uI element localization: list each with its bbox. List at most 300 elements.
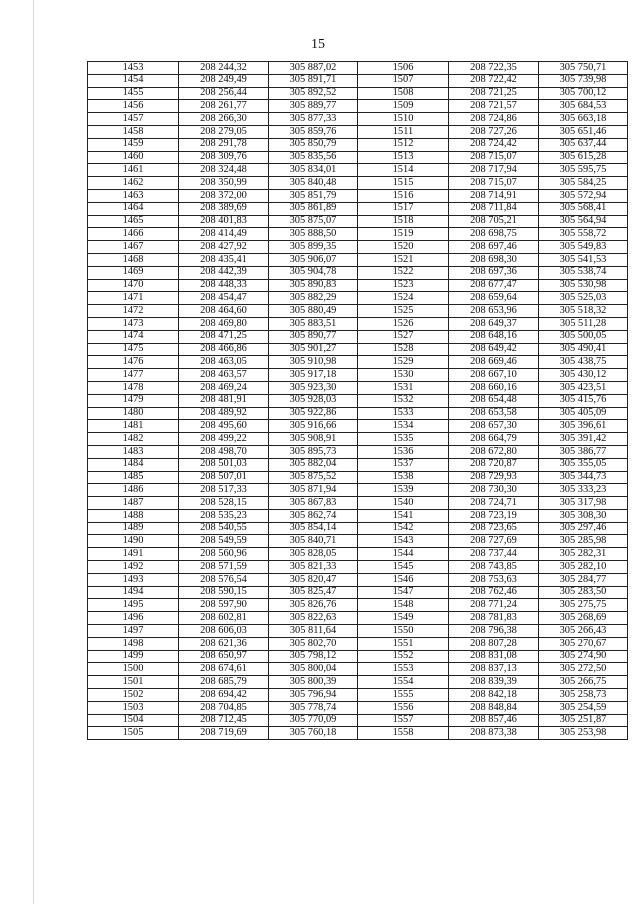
x-coordinate-cell: 208 724,71 (449, 497, 539, 510)
point-number-cell: 1498 (88, 637, 179, 650)
x-coordinate-cell: 208 727,69 (449, 535, 539, 548)
table-row (88, 100, 628, 113)
point-number-cell: 1557 (358, 714, 449, 727)
x-coordinate-cell: 208 389,69 (179, 202, 269, 215)
x-coordinate-cell: 208 694,42 (179, 689, 269, 702)
x-coordinate-cell: 208 498,70 (179, 445, 269, 458)
y-coordinate-cell: 305 861,89 (269, 202, 358, 215)
point-number-cell: 1467 (88, 241, 179, 254)
x-coordinate-cell: 208 249,49 (179, 74, 269, 87)
y-coordinate-cell: 305 595,75 (539, 164, 628, 177)
table-row (88, 215, 628, 228)
x-coordinate-cell: 208 720,87 (449, 458, 539, 471)
y-coordinate-cell: 305 910,98 (269, 356, 358, 369)
x-coordinate-cell: 208 839,39 (449, 676, 539, 689)
point-number-cell: 1460 (88, 151, 179, 164)
table-row (88, 279, 628, 292)
point-number-cell: 1505 (88, 727, 179, 740)
x-coordinate-cell: 208 717,94 (449, 164, 539, 177)
table-row (88, 343, 628, 356)
table-row (88, 369, 628, 382)
table-row (88, 138, 628, 151)
x-coordinate-cell: 208 685,79 (179, 676, 269, 689)
point-number-cell: 1542 (358, 522, 449, 535)
point-number-cell: 1525 (358, 305, 449, 318)
y-coordinate-cell: 305 828,05 (269, 548, 358, 561)
y-coordinate-cell: 305 850,79 (269, 138, 358, 151)
point-number-cell: 1545 (358, 561, 449, 574)
coordinate-table-body (88, 62, 628, 740)
table-row (88, 535, 628, 548)
y-coordinate-cell: 305 880,49 (269, 305, 358, 318)
x-coordinate-cell: 208 324,48 (179, 164, 269, 177)
y-coordinate-cell: 305 415,76 (539, 394, 628, 407)
y-coordinate-cell: 305 882,29 (269, 292, 358, 305)
table-row (88, 228, 628, 241)
x-coordinate-cell: 208 499,22 (179, 433, 269, 446)
y-coordinate-cell: 305 258,73 (539, 689, 628, 702)
table-row (88, 637, 628, 650)
point-number-cell: 1531 (358, 381, 449, 394)
x-coordinate-cell: 208 266,30 (179, 113, 269, 126)
point-number-cell: 1503 (88, 701, 179, 714)
point-number-cell: 1519 (358, 228, 449, 241)
y-coordinate-cell: 305 275,75 (539, 599, 628, 612)
point-number-cell: 1551 (358, 637, 449, 650)
x-coordinate-cell: 208 727,26 (449, 125, 539, 138)
x-coordinate-cell: 208 471,25 (179, 330, 269, 343)
point-number-cell: 1532 (358, 394, 449, 407)
x-coordinate-cell: 208 650,97 (179, 650, 269, 663)
y-coordinate-cell: 305 637,44 (539, 138, 628, 151)
x-coordinate-cell: 208 372,00 (179, 189, 269, 202)
y-coordinate-cell: 305 778,74 (269, 701, 358, 714)
table-row (88, 151, 628, 164)
point-number-cell: 1543 (358, 535, 449, 548)
table-row (88, 586, 628, 599)
point-number-cell: 1474 (88, 330, 179, 343)
point-number-cell: 1530 (358, 369, 449, 382)
point-number-cell: 1483 (88, 445, 179, 458)
table-row (88, 420, 628, 433)
point-number-cell: 1504 (88, 714, 179, 727)
x-coordinate-cell: 208 657,30 (449, 420, 539, 433)
point-number-cell: 1478 (88, 381, 179, 394)
y-coordinate-cell: 305 272,50 (539, 663, 628, 676)
y-coordinate-cell: 305 274,90 (539, 650, 628, 663)
y-coordinate-cell: 305 899,35 (269, 241, 358, 254)
point-number-cell: 1464 (88, 202, 179, 215)
table-row (88, 74, 628, 87)
y-coordinate-cell: 305 890,77 (269, 330, 358, 343)
table-row (88, 202, 628, 215)
table-row (88, 497, 628, 510)
x-coordinate-cell: 208 721,25 (449, 87, 539, 100)
point-number-cell: 1480 (88, 407, 179, 420)
y-coordinate-cell: 305 663,18 (539, 113, 628, 126)
point-number-cell: 1523 (358, 279, 449, 292)
coordinate-table (87, 61, 628, 740)
x-coordinate-cell: 208 401,83 (179, 215, 269, 228)
point-number-cell: 1511 (358, 125, 449, 138)
x-coordinate-cell: 208 729,93 (449, 471, 539, 484)
y-coordinate-cell: 305 251,87 (539, 714, 628, 727)
y-coordinate-cell: 305 800,39 (269, 676, 358, 689)
y-coordinate-cell: 305 423,51 (539, 381, 628, 394)
point-number-cell: 1536 (358, 445, 449, 458)
point-number-cell: 1497 (88, 625, 179, 638)
y-coordinate-cell: 305 923,30 (269, 381, 358, 394)
point-number-cell: 1546 (358, 573, 449, 586)
y-coordinate-cell: 305 760,18 (269, 727, 358, 740)
point-number-cell: 1501 (88, 676, 179, 689)
y-coordinate-cell: 305 541,53 (539, 253, 628, 266)
y-coordinate-cell: 305 892,52 (269, 87, 358, 100)
y-coordinate-cell: 305 308,30 (539, 509, 628, 522)
x-coordinate-cell: 208 730,30 (449, 484, 539, 497)
point-number-cell: 1527 (358, 330, 449, 343)
x-coordinate-cell: 208 723,65 (449, 522, 539, 535)
point-number-cell: 1495 (88, 599, 179, 612)
point-number-cell: 1548 (358, 599, 449, 612)
point-number-cell: 1535 (358, 433, 449, 446)
table-row (88, 62, 628, 75)
point-number-cell: 1469 (88, 266, 179, 279)
y-coordinate-cell: 305 750,71 (539, 62, 628, 75)
y-coordinate-cell: 305 572,94 (539, 189, 628, 202)
x-coordinate-cell: 208 244,32 (179, 62, 269, 75)
table-row (88, 266, 628, 279)
x-coordinate-cell: 208 857,46 (449, 714, 539, 727)
point-number-cell: 1558 (358, 727, 449, 740)
x-coordinate-cell: 208 722,35 (449, 62, 539, 75)
table-row (88, 445, 628, 458)
x-coordinate-cell: 208 807,28 (449, 637, 539, 650)
point-number-cell: 1459 (88, 138, 179, 151)
y-coordinate-cell: 305 826,76 (269, 599, 358, 612)
point-number-cell: 1554 (358, 676, 449, 689)
point-number-cell: 1458 (88, 125, 179, 138)
y-coordinate-cell: 305 355,05 (539, 458, 628, 471)
x-coordinate-cell: 208 721,57 (449, 100, 539, 113)
y-coordinate-cell: 305 859,76 (269, 125, 358, 138)
point-number-cell: 1462 (88, 177, 179, 190)
table-row (88, 522, 628, 535)
table-row (88, 125, 628, 138)
y-coordinate-cell: 305 615,28 (539, 151, 628, 164)
x-coordinate-cell: 208 654,48 (449, 394, 539, 407)
x-coordinate-cell: 208 743,85 (449, 561, 539, 574)
point-number-cell: 1549 (358, 612, 449, 625)
y-coordinate-cell: 305 796,94 (269, 689, 358, 702)
table-row (88, 471, 628, 484)
x-coordinate-cell: 208 753,63 (449, 573, 539, 586)
point-number-cell: 1493 (88, 573, 179, 586)
x-coordinate-cell: 208 796,38 (449, 625, 539, 638)
point-number-cell: 1512 (358, 138, 449, 151)
x-coordinate-cell: 208 481,91 (179, 394, 269, 407)
point-number-cell: 1482 (88, 433, 179, 446)
table-row (88, 87, 628, 100)
x-coordinate-cell: 208 507,01 (179, 471, 269, 484)
point-number-cell: 1509 (358, 100, 449, 113)
point-number-cell: 1517 (358, 202, 449, 215)
y-coordinate-cell: 305 822,63 (269, 612, 358, 625)
x-coordinate-cell: 208 771,24 (449, 599, 539, 612)
x-coordinate-cell: 208 597,90 (179, 599, 269, 612)
table-row (88, 727, 628, 740)
table-row (88, 330, 628, 343)
table-row (88, 305, 628, 318)
x-coordinate-cell: 208 724,42 (449, 138, 539, 151)
x-coordinate-cell: 208 648,16 (449, 330, 539, 343)
point-number-cell: 1463 (88, 189, 179, 202)
y-coordinate-cell: 305 253,98 (539, 727, 628, 740)
table-row (88, 561, 628, 574)
x-coordinate-cell: 208 698,30 (449, 253, 539, 266)
x-coordinate-cell: 208 291,78 (179, 138, 269, 151)
x-coordinate-cell: 208 674,61 (179, 663, 269, 676)
y-coordinate-cell: 305 877,33 (269, 113, 358, 126)
point-number-cell: 1470 (88, 279, 179, 292)
x-coordinate-cell: 208 711,84 (449, 202, 539, 215)
point-number-cell: 1455 (88, 87, 179, 100)
y-coordinate-cell: 305 584,25 (539, 177, 628, 190)
x-coordinate-cell: 208 256,44 (179, 87, 269, 100)
point-number-cell: 1556 (358, 701, 449, 714)
point-number-cell: 1520 (358, 241, 449, 254)
x-coordinate-cell: 208 667,10 (449, 369, 539, 382)
point-number-cell: 1490 (88, 535, 179, 548)
x-coordinate-cell: 208 848,84 (449, 701, 539, 714)
x-coordinate-cell: 208 659,64 (449, 292, 539, 305)
y-coordinate-cell: 305 904,78 (269, 266, 358, 279)
y-coordinate-cell: 305 511,28 (539, 317, 628, 330)
point-number-cell: 1461 (88, 164, 179, 177)
table-row (88, 663, 628, 676)
x-coordinate-cell: 208 528,15 (179, 497, 269, 510)
y-coordinate-cell: 305 835,56 (269, 151, 358, 164)
table-row (88, 484, 628, 497)
point-number-cell: 1471 (88, 292, 179, 305)
x-coordinate-cell: 208 469,24 (179, 381, 269, 394)
x-coordinate-cell: 208 837,13 (449, 663, 539, 676)
point-number-cell: 1555 (358, 689, 449, 702)
y-coordinate-cell: 305 821,33 (269, 561, 358, 574)
x-coordinate-cell: 208 463,57 (179, 369, 269, 382)
table-row (88, 394, 628, 407)
point-number-cell: 1479 (88, 394, 179, 407)
table-row (88, 253, 628, 266)
y-coordinate-cell: 305 284,77 (539, 573, 628, 586)
x-coordinate-cell: 208 464,60 (179, 305, 269, 318)
y-coordinate-cell: 305 917,18 (269, 369, 358, 382)
y-coordinate-cell: 305 906,07 (269, 253, 358, 266)
table-row (88, 113, 628, 126)
point-number-cell: 1489 (88, 522, 179, 535)
y-coordinate-cell: 305 882,04 (269, 458, 358, 471)
y-coordinate-cell: 305 802,70 (269, 637, 358, 650)
x-coordinate-cell: 208 705,21 (449, 215, 539, 228)
point-number-cell: 1539 (358, 484, 449, 497)
y-coordinate-cell: 305 883,51 (269, 317, 358, 330)
y-coordinate-cell: 305 798,12 (269, 650, 358, 663)
y-coordinate-cell: 305 500,05 (539, 330, 628, 343)
y-coordinate-cell: 305 344,73 (539, 471, 628, 484)
y-coordinate-cell: 305 825,47 (269, 586, 358, 599)
y-coordinate-cell: 305 651,46 (539, 125, 628, 138)
x-coordinate-cell: 208 649,37 (449, 317, 539, 330)
y-coordinate-cell: 305 568,41 (539, 202, 628, 215)
x-coordinate-cell: 208 737,44 (449, 548, 539, 561)
x-coordinate-cell: 208 309,76 (179, 151, 269, 164)
y-coordinate-cell: 305 285,98 (539, 535, 628, 548)
point-number-cell: 1465 (88, 215, 179, 228)
y-coordinate-cell: 305 317,98 (539, 497, 628, 510)
point-number-cell: 1534 (358, 420, 449, 433)
point-number-cell: 1529 (358, 356, 449, 369)
y-coordinate-cell: 305 890,83 (269, 279, 358, 292)
y-coordinate-cell: 305 391,42 (539, 433, 628, 446)
x-coordinate-cell: 208 489,92 (179, 407, 269, 420)
point-number-cell: 1492 (88, 561, 179, 574)
point-number-cell: 1491 (88, 548, 179, 561)
y-coordinate-cell: 305 525,03 (539, 292, 628, 305)
y-coordinate-cell: 305 922,86 (269, 407, 358, 420)
table-row (88, 458, 628, 471)
table-row (88, 292, 628, 305)
y-coordinate-cell: 305 811,64 (269, 625, 358, 638)
point-number-cell: 1485 (88, 471, 179, 484)
table-row (88, 650, 628, 663)
point-number-cell: 1513 (358, 151, 449, 164)
x-coordinate-cell: 208 677,47 (449, 279, 539, 292)
point-number-cell: 1544 (358, 548, 449, 561)
y-coordinate-cell: 305 283,50 (539, 586, 628, 599)
y-coordinate-cell: 305 888,50 (269, 228, 358, 241)
table-row (88, 433, 628, 446)
x-coordinate-cell: 208 704,85 (179, 701, 269, 714)
x-coordinate-cell: 208 448,33 (179, 279, 269, 292)
x-coordinate-cell: 208 466,86 (179, 343, 269, 356)
point-number-cell: 1538 (358, 471, 449, 484)
x-coordinate-cell: 208 549,59 (179, 535, 269, 548)
y-coordinate-cell: 305 739,98 (539, 74, 628, 87)
point-number-cell: 1468 (88, 253, 179, 266)
y-coordinate-cell: 305 700,12 (539, 87, 628, 100)
point-number-cell: 1500 (88, 663, 179, 676)
y-coordinate-cell: 305 840,71 (269, 535, 358, 548)
point-number-cell: 1502 (88, 689, 179, 702)
x-coordinate-cell: 208 350,99 (179, 177, 269, 190)
point-number-cell: 1453 (88, 62, 179, 75)
table-row (88, 714, 628, 727)
x-coordinate-cell: 208 435,41 (179, 253, 269, 266)
x-coordinate-cell: 208 495,60 (179, 420, 269, 433)
y-coordinate-cell: 305 871,94 (269, 484, 358, 497)
x-coordinate-cell: 208 698,75 (449, 228, 539, 241)
x-coordinate-cell: 208 261,77 (179, 100, 269, 113)
table-row (88, 381, 628, 394)
x-coordinate-cell: 208 414,49 (179, 228, 269, 241)
x-coordinate-cell: 208 715,07 (449, 151, 539, 164)
x-coordinate-cell: 208 649,42 (449, 343, 539, 356)
point-number-cell: 1473 (88, 317, 179, 330)
y-coordinate-cell: 305 770,09 (269, 714, 358, 727)
point-number-cell: 1477 (88, 369, 179, 382)
point-number-cell: 1481 (88, 420, 179, 433)
point-number-cell: 1466 (88, 228, 179, 241)
table-row (88, 676, 628, 689)
y-coordinate-cell: 305 518,32 (539, 305, 628, 318)
point-number-cell: 1488 (88, 509, 179, 522)
y-coordinate-cell: 305 875,52 (269, 471, 358, 484)
x-coordinate-cell: 208 697,46 (449, 241, 539, 254)
point-number-cell: 1510 (358, 113, 449, 126)
y-coordinate-cell: 305 333,23 (539, 484, 628, 497)
table-row (88, 701, 628, 714)
y-coordinate-cell: 305 854,14 (269, 522, 358, 535)
table-row (88, 407, 628, 420)
point-number-cell: 1533 (358, 407, 449, 420)
point-number-cell: 1528 (358, 343, 449, 356)
point-number-cell: 1507 (358, 74, 449, 87)
x-coordinate-cell: 208 469,80 (179, 317, 269, 330)
x-coordinate-cell: 208 831,08 (449, 650, 539, 663)
point-number-cell: 1514 (358, 164, 449, 177)
y-coordinate-cell: 305 908,91 (269, 433, 358, 446)
x-coordinate-cell: 208 427,92 (179, 241, 269, 254)
x-coordinate-cell: 208 724,86 (449, 113, 539, 126)
point-number-cell: 1456 (88, 100, 179, 113)
y-coordinate-cell: 305 875,07 (269, 215, 358, 228)
x-coordinate-cell: 208 560,96 (179, 548, 269, 561)
x-coordinate-cell: 208 712,45 (179, 714, 269, 727)
table-row (88, 689, 628, 702)
y-coordinate-cell: 305 862,74 (269, 509, 358, 522)
y-coordinate-cell: 305 538,74 (539, 266, 628, 279)
point-number-cell: 1553 (358, 663, 449, 676)
x-coordinate-cell: 208 535,23 (179, 509, 269, 522)
x-coordinate-cell: 208 571,59 (179, 561, 269, 574)
x-coordinate-cell: 208 606,03 (179, 625, 269, 638)
x-coordinate-cell: 208 664,79 (449, 433, 539, 446)
x-coordinate-cell: 208 653,96 (449, 305, 539, 318)
y-coordinate-cell: 305 889,77 (269, 100, 358, 113)
y-coordinate-cell: 305 840,48 (269, 177, 358, 190)
x-coordinate-cell: 208 873,38 (449, 727, 539, 740)
point-number-cell: 1475 (88, 343, 179, 356)
point-number-cell: 1457 (88, 113, 179, 126)
y-coordinate-cell: 305 558,72 (539, 228, 628, 241)
x-coordinate-cell: 208 669,46 (449, 356, 539, 369)
x-coordinate-cell: 208 723,19 (449, 509, 539, 522)
y-coordinate-cell: 305 564,94 (539, 215, 628, 228)
point-number-cell: 1521 (358, 253, 449, 266)
point-number-cell: 1496 (88, 612, 179, 625)
x-coordinate-cell: 208 454,47 (179, 292, 269, 305)
x-coordinate-cell: 208 660,16 (449, 381, 539, 394)
x-coordinate-cell: 208 621,36 (179, 637, 269, 650)
y-coordinate-cell: 305 887,02 (269, 62, 358, 75)
x-coordinate-cell: 208 714,91 (449, 189, 539, 202)
y-coordinate-cell: 305 916,66 (269, 420, 358, 433)
point-number-cell: 1476 (88, 356, 179, 369)
point-number-cell: 1526 (358, 317, 449, 330)
y-coordinate-cell: 305 820,47 (269, 573, 358, 586)
y-coordinate-cell: 305 530,98 (539, 279, 628, 292)
y-coordinate-cell: 305 800,04 (269, 663, 358, 676)
